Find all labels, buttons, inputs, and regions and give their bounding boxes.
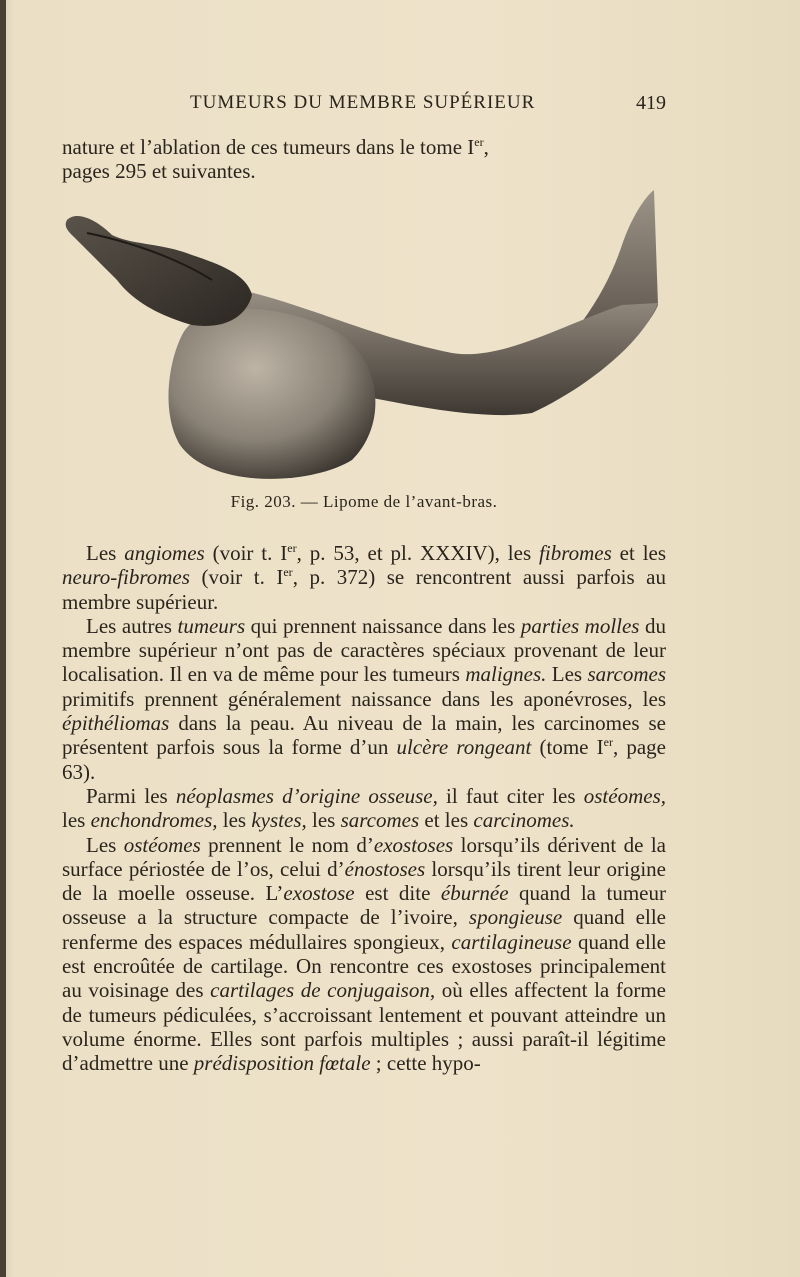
text-run: est dite bbox=[354, 881, 441, 906]
text-run: exostoses bbox=[373, 832, 454, 857]
top-paragraph bbox=[62, 135, 666, 184]
text-run: , bbox=[483, 135, 489, 159]
hand-shape bbox=[66, 216, 252, 326]
text-line: pages 295 et suivantes. bbox=[62, 159, 256, 184]
paragraph-osteomes bbox=[62, 833, 666, 1076]
text-run: cartilages de conjugaison, bbox=[210, 978, 436, 1003]
text-run: ostéomes bbox=[123, 832, 201, 857]
text-run: exostose bbox=[283, 881, 355, 906]
text-run: il faut citer les bbox=[437, 783, 584, 808]
text-run: angiomes bbox=[124, 541, 205, 565]
text-run: et les bbox=[419, 808, 474, 833]
text-run: où elles affectent la forme de tumeurs pédiculées, s’accroissant lentement et pouvant atteindre un volume énorme. Elles sont parfois multiples ; aussi paraît-il légitime d’admettre une bbox=[62, 978, 666, 1076]
text-run: primitifs prennent généralement naissance dans les aponévroses, les bbox=[62, 686, 666, 711]
text-run: ; cette hypo- bbox=[370, 1051, 481, 1076]
text-run: quand elle renferme des espaces médullaires spongieux, bbox=[62, 905, 666, 954]
text-run: énostoses bbox=[344, 856, 426, 881]
text-run: malignes. bbox=[465, 662, 547, 687]
text-run: quand la tumeur osseuse a la structure compacte de l’ivoire, bbox=[62, 881, 666, 930]
text-run: épithéliomas bbox=[62, 711, 170, 736]
text-run: prédisposition fœtale bbox=[193, 1051, 371, 1076]
text-run: Les bbox=[86, 832, 124, 857]
text-run: Les bbox=[86, 541, 125, 565]
text-run: lorsqu’ils tirent leur origine de la moelle osseuse. L’ bbox=[62, 856, 666, 906]
text-run: sarcomes bbox=[340, 808, 420, 833]
text-run: éburnée bbox=[440, 881, 509, 906]
text-run: carcinomes. bbox=[473, 808, 575, 833]
forearm-lipoma-illustration bbox=[62, 185, 666, 485]
figure-caption: Fig. 203. — Lipome de l’avant-bras. bbox=[230, 492, 498, 511]
text-run: les bbox=[62, 808, 91, 833]
text-run: fibromes bbox=[539, 541, 612, 565]
paragraph-autres-tumeurs bbox=[62, 614, 666, 784]
book-spine-edge bbox=[0, 0, 6, 1277]
text-run: quand elle est encroûtée de cartilage. On rencontre ces exostoses principalement au voisinage des bbox=[62, 929, 666, 1003]
text-run: Parmi les bbox=[86, 783, 176, 808]
page-header bbox=[62, 92, 666, 118]
main-text bbox=[62, 541, 666, 1076]
text-run: ulcère rongeant bbox=[396, 735, 532, 760]
figure-lipoma-photo bbox=[62, 185, 666, 485]
text-run: lorsqu’ils dérivent de la surface périostée de l’os, celui d’ bbox=[62, 832, 667, 881]
text-run: enchondromes, bbox=[90, 808, 218, 833]
text-run: prennent le nom d’ bbox=[200, 832, 374, 857]
text-run: , p. 372) se rencontrent aussi parfois au membre supérieur. bbox=[62, 565, 666, 614]
text-run: les bbox=[306, 808, 341, 833]
page-number: 419 bbox=[636, 92, 666, 114]
text-run: er bbox=[287, 541, 297, 555]
text-run: sarcomes bbox=[587, 662, 666, 687]
text-run: kystes, bbox=[251, 808, 307, 833]
text-run: et les bbox=[611, 541, 667, 565]
text-run: , p. 53, et pl. XXXIV), les bbox=[296, 541, 540, 565]
text-run: cartilagineuse bbox=[451, 929, 572, 954]
text-line bbox=[62, 135, 666, 159]
text-run: spongieuse bbox=[468, 905, 563, 930]
text-run: Les bbox=[546, 662, 588, 687]
text-run: dans la peau. Au niveau de la main, les carcinomes se présentent parfois sous la forme d’un bbox=[62, 711, 666, 760]
text-run: tumeurs bbox=[177, 613, 246, 638]
text-run: néoplasmes d’origine osseuse, bbox=[175, 783, 438, 808]
text-run: er bbox=[603, 735, 613, 750]
text-run: er bbox=[474, 135, 484, 149]
text-run: du membre supérieur n’ont pas de caractères spéciaux provenant de leur localisation. Il en va de même pour les tumeurs bbox=[62, 613, 666, 687]
text-run: (voir t. I bbox=[189, 565, 284, 590]
text-run: (voir t. I bbox=[204, 541, 288, 565]
text-run: neuro-fibromes bbox=[62, 565, 190, 590]
text-run: er bbox=[283, 565, 293, 580]
text-run: les bbox=[217, 808, 252, 833]
text-run: , page 63). bbox=[62, 735, 666, 784]
paragraph-angiomes bbox=[62, 541, 666, 614]
text-run: ostéomes, bbox=[583, 783, 666, 808]
text-run: Les autres bbox=[86, 613, 178, 638]
running-title: TUMEURS DU MEMBRE SUPÉRIEUR bbox=[190, 92, 536, 113]
text-run: qui prennent naissance dans les bbox=[245, 613, 521, 638]
text-run: parties molles bbox=[520, 613, 640, 638]
paragraph-neoplasmes bbox=[62, 784, 666, 833]
text-run: (tome I bbox=[531, 735, 604, 760]
text-run: nature et l’ablation de ces tumeurs dans le tome I bbox=[62, 135, 475, 159]
